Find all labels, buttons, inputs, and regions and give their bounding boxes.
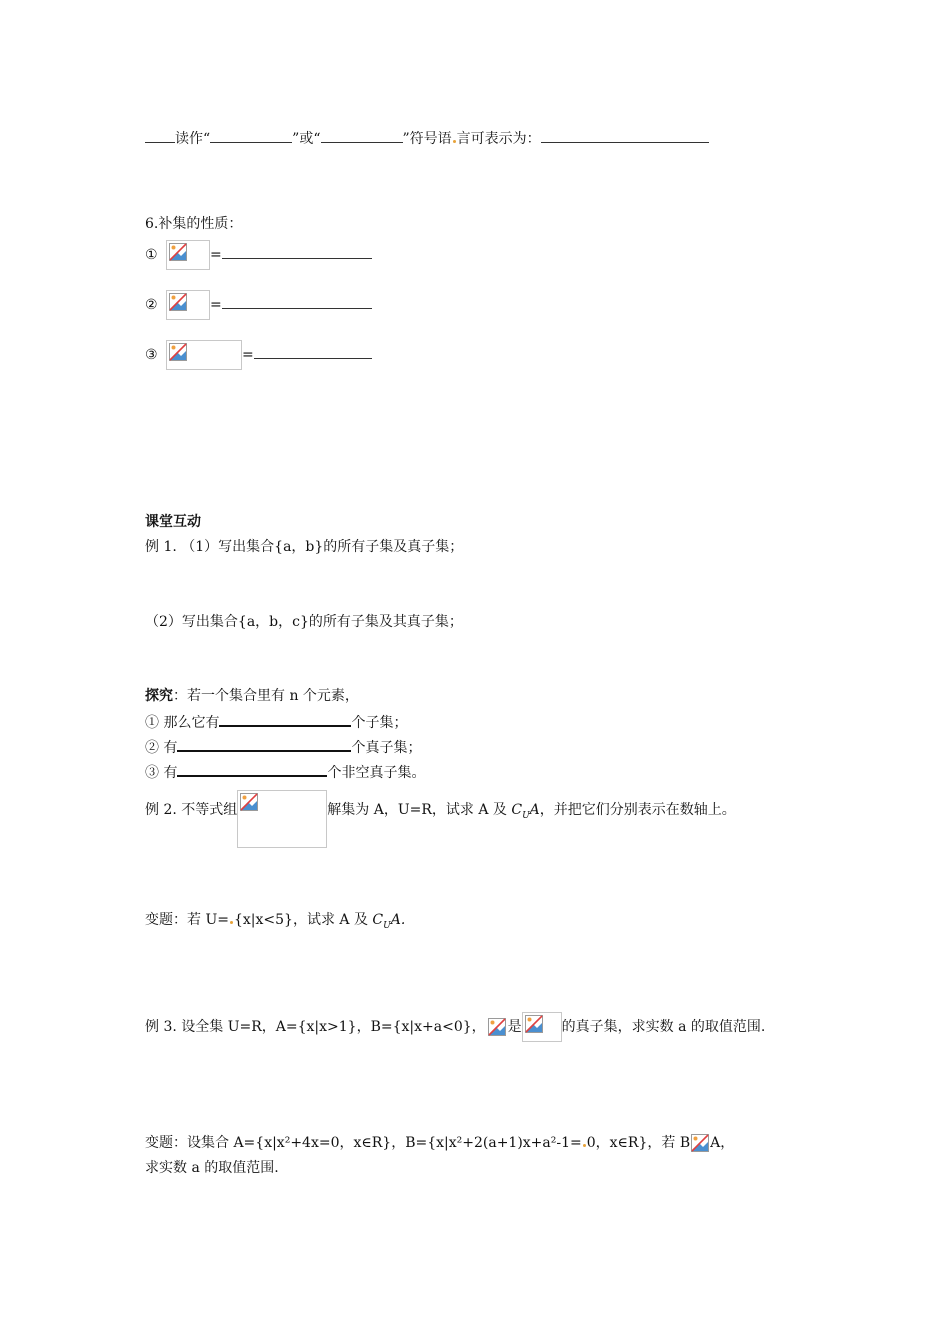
- property-item-1: ① =: [145, 240, 372, 270]
- broken-image-icon: [525, 1015, 543, 1033]
- broken-image-icon: [240, 793, 258, 811]
- answer-blank[interactable]: [177, 761, 327, 777]
- variant-1: 变题：若 U= {x|x<5}，试求 A 及 $C_UA$.: [145, 912, 406, 931]
- set-image-placeholder: [522, 1012, 562, 1042]
- subset-symbol-image-placeholder: [690, 1132, 710, 1154]
- formula-image-placeholder: [166, 340, 242, 370]
- example-1-part-2: （2）写出集合{a，b，c}的所有子集及其真子集；: [145, 614, 463, 630]
- fill-in-line-notation: 读作“ ”或“ ”符号语 言可表示为：: [145, 128, 709, 149]
- variant-2-line-1: 变题：设集合 A={x|x²+4x=0，x∈R}，B={x|x²+2(a+1)x+a²-1= 0，x∈R}，若 B A，: [145, 1132, 734, 1154]
- formula-image-placeholder: [166, 290, 210, 320]
- answer-blank[interactable]: [145, 128, 175, 143]
- broken-image-icon: [169, 293, 187, 311]
- answer-blank[interactable]: [222, 244, 372, 259]
- broken-image-icon: [169, 343, 187, 361]
- variant-2-line-2: 求实数 a 的取值范围.: [145, 1160, 279, 1176]
- property-item-3: ③ =: [145, 340, 372, 370]
- example-2: 例 2. 不等式组 解集为 A，U=R，试求 A 及 $C_UA$，并把它们分别表示在数轴上。: [145, 790, 736, 848]
- formula-image-placeholder: [166, 240, 210, 270]
- marker-dot: [230, 921, 233, 924]
- answer-blank[interactable]: [321, 128, 403, 143]
- answer-blank[interactable]: [177, 736, 351, 752]
- broken-image-icon: [169, 243, 187, 261]
- explore-question-2: ② 有 个真子集；: [145, 736, 421, 758]
- answer-blank[interactable]: [210, 128, 292, 143]
- explore-question-3: ③ 有 个非空真子集。: [145, 761, 425, 783]
- broken-image-icon: [488, 1018, 506, 1036]
- answer-blank[interactable]: [219, 711, 351, 727]
- marker-dot: [583, 1144, 586, 1147]
- broken-image-icon: [691, 1134, 709, 1152]
- answer-blank[interactable]: [254, 344, 372, 359]
- explore-prompt: 探究：若一个集合里有 n 个元素，: [145, 688, 359, 704]
- marker-dot: [453, 140, 456, 143]
- inequality-system-image-placeholder: [237, 790, 327, 848]
- property-item-2: ② =: [145, 290, 372, 320]
- set-image-placeholder: [486, 1015, 508, 1039]
- answer-blank[interactable]: [541, 128, 709, 143]
- answer-blank[interactable]: [222, 294, 372, 309]
- example-3: 例 3. 设全集 U=R，A={x|x>1}，B={x|x+a<0}， 是 的真子集，求实数 a 的取值范围.: [145, 1012, 765, 1042]
- example-1-part-1: 例 1. （1）写出集合{a，b}的所有子集及真子集；: [145, 539, 464, 555]
- section-title: 6.补集的性质：: [145, 216, 243, 232]
- section-heading: 课堂互动: [145, 514, 201, 530]
- explore-question-1: ① 那么它有 个子集；: [145, 711, 407, 733]
